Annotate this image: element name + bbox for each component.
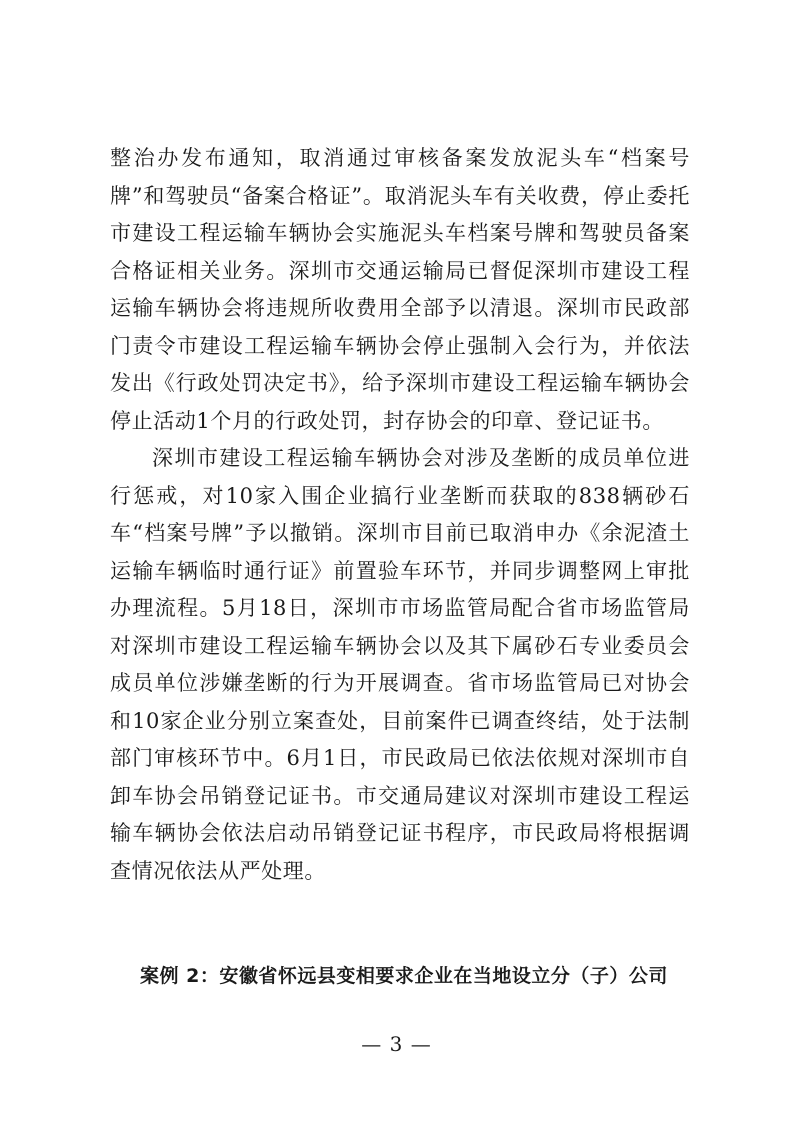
page-number: — 3 — xyxy=(361,1032,432,1056)
case-heading: 案例 2：安徽省怀远县变相要求企业在当地设立分（子）公司 xyxy=(140,965,668,987)
document-body xyxy=(110,140,690,890)
body-paragraph-2: 深圳市建设工程运输车辆协会对涉及垄断的成员单位进行惩戒，对10家入围企业搞行业垄断而获取的838辆砂石车“档案号牌”予以撤销。深圳市目前已取消申办《余泥渣土运输车辆临时通行证》前置验车环节，并同步调整网上审批办理流程。5月18日，深圳市市场监管局配合省市场监管局对深圳市建设工程运输车辆协会以及其下属砂石专业委员会成员单位涉嫌垄断的行为开展调查。省市场监管局已对协会和10家企业分别立案查处，目前案件已调查终结，处于法制部门审核环节中。6月1日，市民政局已依法依规对深圳市自卸车协会吊销登记证书。市交通局建议对深圳市建设工程运输车辆协会依法启动吊销登记证书程序，市民政局将根据调查情况依法从严处理。 xyxy=(110,446,690,883)
body-paragraph-1: 整治办发布通知，取消通过审核备案发放泥头车“档案号牌”和驾驶员“备案合格证”。取消泥头车有关收费，停止委托市建设工程运输车辆协会实施泥头车档案号牌和驾驶员备案合格证相关业务。深圳市交通运输局已督促深圳市建设工程运输车辆协会将违规所收费用全部予以清退。深圳市民政部门责令市建设工程运输车辆协会停止强制入会行为，并依法发出《行政处罚决定书》，给予深圳市建设工程运输车辆协会停止活动1个月的行政处罚，封存协会的印章、登记证书。 xyxy=(110,146,690,433)
